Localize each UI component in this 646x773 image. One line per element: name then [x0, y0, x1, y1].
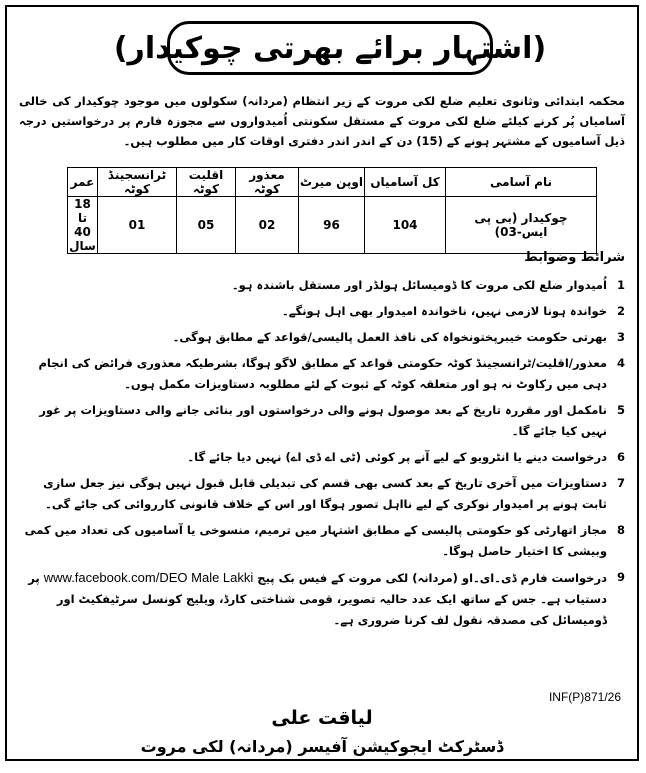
column-header: کل آسامیاں — [365, 168, 446, 197]
condition-item — [21, 447, 625, 468]
table-cell: 02 — [236, 197, 299, 254]
condition-number: 3 — [616, 330, 625, 344]
condition-number: 9 — [616, 570, 625, 584]
column-header: نام آسامی — [446, 168, 597, 197]
condition-number: 5 — [616, 403, 625, 417]
table-cell: 104 — [365, 197, 446, 254]
signatory-designation: ڈسٹرکٹ ایجوکیشن آفیسر (مردانہ) لکی مروت — [140, 737, 504, 756]
condition-text: اُمیدوار ضلع لکی مروت کا ڈومیسائل ہولڈر اور مستقل باشندہ ہو۔ — [231, 278, 607, 292]
condition-item — [21, 275, 625, 296]
column-header: معذور کوٹہ — [236, 168, 299, 197]
condition-item — [21, 353, 625, 395]
posts-table — [67, 167, 597, 254]
table-cell: 96 — [299, 197, 365, 254]
advertisement-page — [5, 5, 639, 761]
condition-text-start: درخواست فارم ڈی۔ای۔او (مردانہ) لکی مروت کے فیس بک پیج — [257, 571, 607, 585]
condition-number: 6 — [616, 450, 625, 464]
condition-text: مجاز اتھارٹی کو حکومتی پالیسی کے مطابق اشتہار میں ترمیم، منسوخی یا آسامیوں کی تعداد میں کمی وبیشی کا اختیار حاصل ہوگا۔ — [24, 523, 607, 558]
table-cell: 01 — [98, 197, 177, 254]
condition-item — [21, 473, 625, 515]
conditions-list — [21, 275, 625, 636]
condition-text: دستاویزات میں آخری تاریخ کے بعد کسی بھی قسم کی تبدیلی قابل قبول نہیں ہوگی نیز جعل سازی ثابت ہونے پر امیدوار نوکری کے لیے نااہل تصور ہوگا اور اس کے خلاف قانونی کارروائی کی جائے گی۔ — [43, 476, 607, 511]
column-header: اقلیت کوٹہ — [177, 168, 236, 197]
condition-item — [21, 567, 625, 631]
table-cell: 18 تا 40 سال — [69, 197, 96, 253]
column-header: ٹرانسجینڈ کوٹہ — [98, 168, 177, 197]
table-header-row — [68, 168, 597, 197]
condition-text: معذور/اقلیت/ٹرانسجینڈ کوٹہ حکومتی قواعد کے مطابق لاگو ہوگا، بشرطیکہ معذوری فرائض کی انجام دہی میں رکاوٹ نہ ہو اور متعلقہ کوٹہ کے ثبوت کے لئے مطلوبہ دستاویزات مکمل ہوں۔ — [38, 356, 607, 391]
condition-item — [21, 520, 625, 562]
condition-item — [21, 400, 625, 442]
condition-item — [21, 327, 625, 348]
condition-item — [21, 301, 625, 322]
condition-text-end: پر دستیاب ہے۔ جس کے ساتھ ایک عدد حالیہ تصویر، قومی شناختی کارڈ، ویلیج کونسل سرٹیفکیٹ اور ڈومیسائل کی مصدقہ نقول لف کرنا ضروری ہے۔ — [28, 571, 607, 627]
column-header: عمر — [68, 168, 98, 197]
condition-number: 4 — [616, 356, 625, 370]
column-header: اوپن میرٹ — [299, 168, 365, 197]
condition-number: 2 — [616, 304, 625, 318]
table-cell: 05 — [177, 197, 236, 254]
condition-number: 8 — [616, 523, 625, 537]
condition-number: 1 — [616, 278, 625, 292]
condition-text: درخواست دینے یا انٹرویو کے لیے آنے پر کوئی (ٹی اے ڈی اے) نہیں دیا جائے گا۔ — [187, 450, 607, 464]
condition-number: 7 — [616, 476, 625, 490]
intro-paragraph: محکمہ ابتدائی وثانوی تعلیم ضلع لکی مروت کے زیر انتظام (مردانہ) سکولوں میں موجود چوکیدار کی خالی آسامیاں پُر کرنے کیلئے ضلع لکی مروت کے مستقل سکونتی اُمیدواروں سے مجوزہ فارم پر درخواستیں درجہ ذیل آسامیوں کے مشتہر ہونے کے (15) دن کے اندر اندر دفتری اوقات کار میں مطلوب ہیں۔ — [19, 94, 625, 148]
condition-text — [21, 567, 607, 631]
facebook-page-link[interactable]: www.facebook.com/DEO Male Lakki — [43, 570, 254, 585]
inf-code: INF(P)871/26 — [548, 690, 621, 704]
condition-text: بھرتی حکومت خیبرپختونخواہ کی نافذ العمل پالیسی/قواعد کے مطابق ہوگی۔ — [172, 330, 607, 344]
conditions-heading: شرائط وضوابط — [524, 250, 625, 265]
advertisement-title: (اشتہار برائے بھرتی چوکیدار) — [113, 30, 547, 66]
table-cell: چوکیدار (بی پی ایس-03) — [446, 197, 597, 254]
condition-text: خواندہ ہونا لازمی نہیں، ناخواندہ امیدوار بھی اہل ہونگے۔ — [282, 304, 607, 318]
condition-text: نامکمل اور مقررہ تاریخ کے بعد موصول ہونے والی درخواستوں اور بنائی جانے والی دستاویزات پر غور نہیں کیا جائے گا۔ — [39, 403, 607, 438]
signatory-name: لیاقت علی — [271, 707, 373, 729]
title-box — [113, 21, 547, 75]
table-row — [68, 197, 597, 254]
